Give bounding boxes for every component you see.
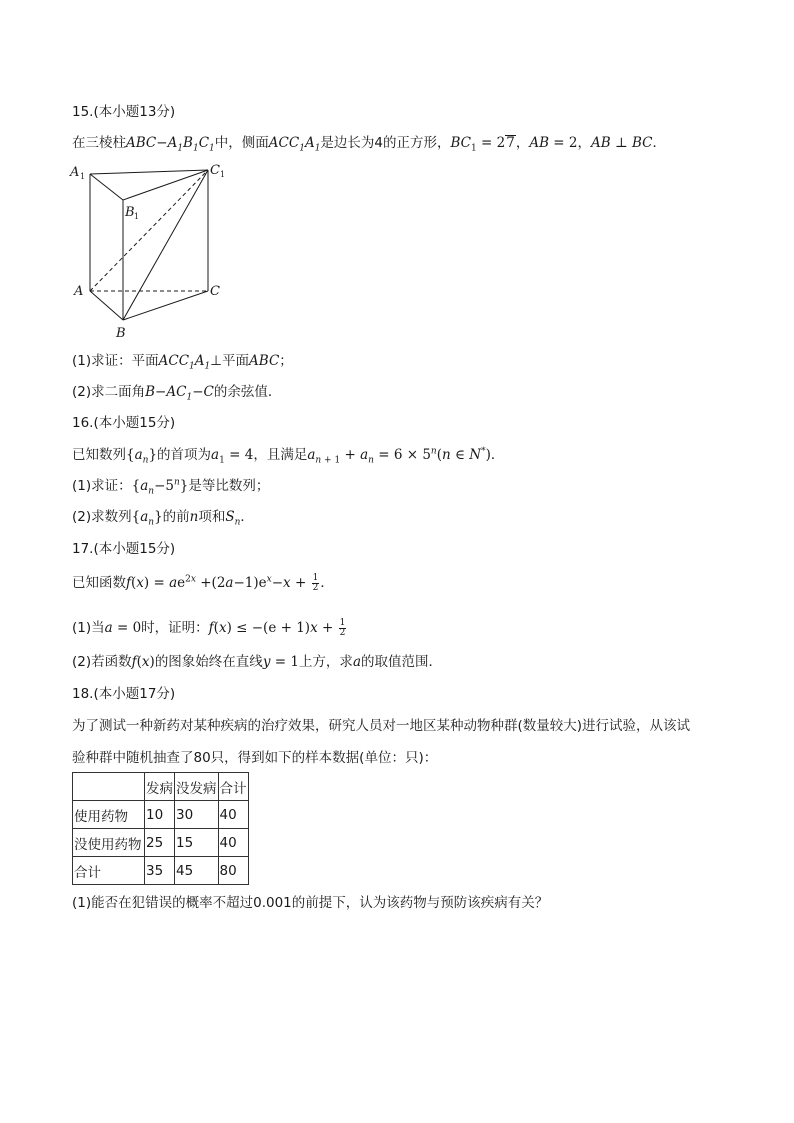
table-cell: 45 xyxy=(175,857,219,885)
prism-figure xyxy=(66,160,236,344)
table-cell: 30 xyxy=(175,801,219,829)
q17-part1: (1)当a = 0时，证明：f(x) ≤ −(e + 1)x + $\frac{1}{2}$ xyxy=(72,617,346,638)
q16-part2: (2)求数列$\{a_n\}$的前n项和$S_n$． xyxy=(72,509,254,528)
label-a: A xyxy=(74,284,84,299)
table-cell: 40 xyxy=(218,801,248,829)
table-cell xyxy=(73,773,145,801)
label-c1-sub: 1 xyxy=(220,170,226,179)
table-cell: 使用药物 xyxy=(73,801,145,829)
q17-header: 17.(本小题15分) xyxy=(72,541,176,557)
label-b1-sub: 1 xyxy=(134,212,140,221)
q16-part1: (1)求证：$\{a_n-5^n\}$是等比数列； xyxy=(72,477,270,497)
table-header-row xyxy=(73,773,249,801)
label-b1: B xyxy=(125,205,135,220)
edge-b-c xyxy=(123,291,208,320)
label-c1: C xyxy=(210,163,220,178)
label-a1-sub: 1 xyxy=(80,172,86,181)
q15-header: 15.(本小题13分) xyxy=(72,104,176,120)
table-cell: 没使用药物 xyxy=(73,829,145,857)
table-row xyxy=(73,829,249,857)
q17-stem: 已知函数$f(x) = ae^{2x} +(2a-1)e^x-x$ + $\frac{1}{2}$ ． xyxy=(72,572,334,593)
table-row xyxy=(73,801,249,829)
label-b: B xyxy=(116,326,126,341)
table-cell: 10 xyxy=(145,801,175,829)
table-cell: 没发病 xyxy=(175,773,219,801)
table-cell: 合计 xyxy=(73,857,145,885)
edge-a1-c1 xyxy=(90,170,208,174)
q17-part2: (2)若函数f(x)的图象始终在直线y = 1上方，求a的取值范围． xyxy=(72,654,442,670)
edge-a1-b1 xyxy=(90,174,123,200)
table-cell: 40 xyxy=(218,829,248,857)
q18-header: 18.(本小题17分) xyxy=(72,686,176,702)
q18-stem-line1: 为了测试一种新药对某种疾病的治疗效果，研究人员对一地区某种动物种群(数量较大)进行试验，从该试 xyxy=(72,718,691,734)
table-cell: 80 xyxy=(218,857,248,885)
sample-data-table xyxy=(72,772,249,885)
edge-a-b xyxy=(90,291,123,320)
label-c: C xyxy=(210,284,220,299)
table-cell: 35 xyxy=(145,857,175,885)
q18-stem-line2: 验种群中随机抽查了80只，得到如下的样本数据(单位：只)： xyxy=(72,750,438,766)
table-cell: 25 xyxy=(145,829,175,857)
table-cell: 15 xyxy=(175,829,219,857)
q16-header: 16.(本小题15分) xyxy=(72,415,176,431)
q15-stem: 在三棱柱$ABC-A_1B_1C_1$中，侧面$ACC_1A_1$是边长为4的正方形，$BC_1 = 27$，AB = 2，AB ⊥ BC． xyxy=(72,135,666,154)
table-cell: 合计 xyxy=(218,773,248,801)
table-cell: 发病 xyxy=(145,773,175,801)
q15-part1: (1)求证：平面$ACC_1A_1\perp$平面ABC； xyxy=(72,353,293,372)
q18-part1: (1)能否在犯错误的概率不超过0.001的前提下，认为该药物与预防该疾病有关？ xyxy=(72,895,549,911)
q16-stem: 已知数列$\{a_n\}$的首项为$a_1 = 4$，且满足$a_{n + 1} + a_n = 6 \times 5^n(n$ ∈ N*)． xyxy=(72,446,505,466)
edge-b1-c1 xyxy=(123,170,208,200)
q15-part2: (2)求二面角$B-AC_1-C$的余弦值． xyxy=(72,384,282,403)
table-row xyxy=(73,857,249,885)
label-a1: A xyxy=(70,165,80,180)
edge-b-c1 xyxy=(123,170,208,320)
